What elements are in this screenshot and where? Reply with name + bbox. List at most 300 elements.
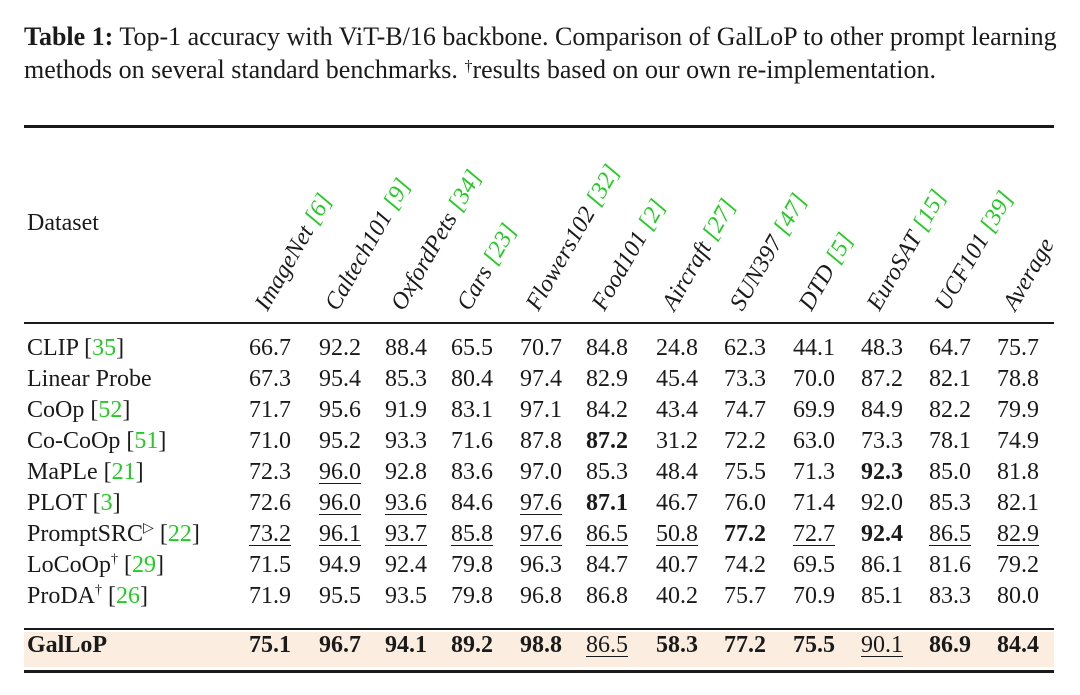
value-text: 73.3: [724, 366, 766, 392]
row-method-label: LoCoOp† [29]: [27, 552, 164, 578]
value-text: 75.7: [997, 335, 1039, 361]
value-text: 97.4: [520, 366, 562, 392]
value-text: 79.8: [451, 552, 493, 578]
value-text: 64.7: [929, 335, 971, 361]
value-cell: [307, 583, 373, 610]
table-row: [0, 552, 1080, 582]
row-method-label: PromptSRC▷ [22]: [27, 521, 200, 547]
column-name: Caltech101: [320, 206, 398, 315]
value-cell: [985, 397, 1051, 424]
method-name: PromptSRC: [27, 521, 144, 547]
method-ref-link[interactable]: 22: [167, 521, 192, 547]
value-cell: [712, 366, 778, 393]
value-text: 72.2: [724, 428, 766, 454]
value-text: 71.9: [249, 583, 291, 609]
column-ref[interactable]: [32]: [581, 160, 626, 211]
value-cell: [439, 632, 505, 659]
column-header-cars: [452, 219, 523, 315]
value-text: 82.1: [997, 490, 1039, 516]
value-cell: [237, 428, 303, 455]
value-cell: [373, 428, 439, 455]
value-text: 85.3: [586, 459, 628, 485]
value-text: 78.8: [997, 366, 1039, 392]
value-cell: [307, 521, 373, 548]
method-ref-link[interactable]: 51: [134, 428, 159, 454]
method-name: CoOp: [27, 397, 85, 423]
value-text: 72.7: [793, 521, 835, 547]
value-cell: [917, 583, 983, 610]
value-text: 88.4: [385, 335, 427, 361]
value-cell: [237, 632, 303, 659]
value-cell: [849, 459, 915, 486]
value-cell: [985, 552, 1051, 579]
value-text: 85.0: [929, 459, 971, 485]
value-text: 43.4: [656, 397, 698, 423]
value-cell: [712, 490, 778, 517]
value-text: 69.5: [793, 552, 835, 578]
column-name: Aircraft: [657, 236, 718, 315]
value-text: 93.7: [385, 521, 427, 547]
value-cell: [307, 632, 373, 659]
value-text: 93.3: [385, 428, 427, 454]
value-text: 95.4: [319, 366, 361, 392]
method-ref-link[interactable]: 3: [100, 490, 113, 516]
value-cell: [439, 397, 505, 424]
value-text: 85.1: [861, 583, 903, 609]
value-text: 45.4: [656, 366, 698, 392]
value-text: 74.7: [724, 397, 766, 423]
column-ref[interactable]: [23]: [478, 219, 523, 270]
value-text: 71.7: [249, 397, 291, 423]
table-row-gallop: [0, 632, 1080, 662]
column-ref[interactable]: [27]: [697, 194, 742, 245]
table-row: [0, 397, 1080, 427]
method-superscript: ▷: [143, 521, 154, 536]
value-text: 24.8: [656, 335, 698, 361]
value-cell: [439, 583, 505, 610]
value-text: 65.5: [451, 335, 493, 361]
value-cell: [508, 366, 574, 393]
value-cell: [307, 366, 373, 393]
value-cell: [373, 397, 439, 424]
value-text: 72.3: [249, 459, 291, 485]
value-cell: [917, 632, 983, 659]
value-cell: [781, 459, 847, 486]
value-cell: [574, 428, 640, 455]
value-text: 84.9: [861, 397, 903, 423]
value-text: 94.9: [319, 552, 361, 578]
value-cell: [917, 335, 983, 362]
value-cell: [644, 490, 710, 517]
column-ref[interactable]: [2]: [633, 195, 672, 235]
value-text: 95.6: [319, 397, 361, 423]
value-text: 66.7: [249, 335, 291, 361]
value-cell: [237, 552, 303, 579]
value-cell: [644, 552, 710, 579]
value-cell: [508, 428, 574, 455]
value-text: 86.5: [929, 521, 971, 547]
value-cell: [373, 552, 439, 579]
value-text: 97.6: [520, 490, 562, 516]
value-text: 85.8: [451, 521, 493, 547]
value-text: 87.2: [586, 428, 628, 454]
caption-text: Top-1 accuracy with ViT-B/16 backbone. Comparison of GalLoP to other prompt learning methods on several standard benchmarks.: [24, 22, 1057, 84]
value-text: 82.1: [929, 366, 971, 392]
value-text: 77.2: [724, 521, 766, 547]
value-cell: [781, 490, 847, 517]
value-text: 96.3: [520, 552, 562, 578]
row-method-label: CoOp [52]: [27, 397, 131, 423]
value-text: 87.2: [861, 366, 903, 392]
bottom-rule: [24, 670, 1054, 673]
value-text: 82.9: [997, 521, 1039, 547]
value-text: 40.7: [656, 552, 698, 578]
value-cell: [574, 459, 640, 486]
value-cell: [307, 459, 373, 486]
column-name: EuroSAT: [862, 227, 928, 315]
value-text: 96.0: [319, 490, 361, 516]
value-text: 73.2: [249, 521, 291, 547]
method-superscript: †: [95, 583, 103, 598]
table-row: [0, 428, 1080, 458]
value-cell: [574, 521, 640, 548]
value-cell: [439, 552, 505, 579]
value-text: 67.3: [249, 366, 291, 392]
value-cell: [574, 583, 640, 610]
value-cell: [508, 335, 574, 362]
value-text: 84.7: [586, 552, 628, 578]
value-text: 84.8: [586, 335, 628, 361]
value-text: 95.5: [319, 583, 361, 609]
method-name: Co-CoOp: [27, 428, 121, 454]
value-text: 98.8: [520, 632, 562, 658]
value-text: 83.3: [929, 583, 971, 609]
value-text: 50.8: [656, 521, 698, 547]
value-text: 48.3: [861, 335, 903, 361]
value-cell: [439, 335, 505, 362]
value-text: 70.0: [793, 366, 835, 392]
table-caption: [24, 20, 1060, 86]
column-name: Average: [998, 233, 1060, 315]
value-text: 97.6: [520, 521, 562, 547]
row-method-label: MaPLe [21]: [27, 459, 144, 485]
value-cell: [508, 397, 574, 424]
value-cell: [712, 335, 778, 362]
value-text: 75.1: [249, 632, 291, 658]
row-method-label: [27, 632, 107, 659]
method-name: GalLoP: [27, 632, 108, 658]
value-cell: [508, 552, 574, 579]
caption-prefix: Table 1:: [24, 22, 114, 51]
value-cell: [439, 428, 505, 455]
method-ref-link[interactable]: 21: [111, 459, 136, 485]
value-text: 96.0: [319, 459, 361, 485]
value-cell: [917, 366, 983, 393]
value-cell: [985, 521, 1051, 548]
value-cell: [985, 335, 1051, 362]
value-text: 71.6: [451, 428, 493, 454]
value-text: 72.6: [249, 490, 291, 516]
value-cell: [373, 632, 439, 659]
value-text: 94.1: [385, 632, 427, 658]
method-name: CLIP: [27, 335, 79, 361]
value-cell: [508, 632, 574, 659]
value-cell: [237, 583, 303, 610]
value-cell: [712, 632, 778, 659]
column-name: ImageNet: [250, 221, 320, 315]
value-text: 92.4: [861, 521, 903, 547]
value-text: 97.0: [520, 459, 562, 485]
value-text: 80.0: [997, 583, 1039, 609]
value-text: 70.7: [520, 335, 562, 361]
value-cell: [644, 397, 710, 424]
column-name: Food101: [587, 226, 653, 315]
method-ref-link[interactable]: 52: [98, 397, 123, 423]
value-text: 85.3: [929, 490, 971, 516]
row-method-label: PLOT [3]: [27, 490, 121, 516]
value-text: 70.9: [793, 583, 835, 609]
value-cell: [237, 459, 303, 486]
value-cell: [574, 335, 640, 362]
value-cell: [373, 335, 439, 362]
column-name: Flowers102: [521, 202, 601, 315]
value-cell: [307, 397, 373, 424]
value-cell: [307, 428, 373, 455]
value-cell: [237, 521, 303, 548]
value-text: 84.6: [451, 490, 493, 516]
top-rule: [24, 125, 1054, 128]
value-cell: [508, 459, 574, 486]
value-cell: [781, 397, 847, 424]
method-name: PLOT: [27, 490, 87, 516]
value-text: 96.7: [319, 632, 361, 658]
column-name: Cars: [452, 261, 498, 315]
column-ref[interactable]: [47]: [768, 189, 813, 240]
value-cell: [917, 428, 983, 455]
value-cell: [781, 583, 847, 610]
value-text: 93.6: [385, 490, 427, 516]
value-text: 62.3: [724, 335, 766, 361]
column-ref[interactable]: [9]: [378, 174, 417, 214]
value-text: 74.2: [724, 552, 766, 578]
column-name: SUN397: [725, 231, 789, 315]
caption-dagger: †: [464, 58, 473, 75]
column-ref[interactable]: [5]: [821, 228, 859, 269]
value-cell: [849, 632, 915, 659]
row-method-label: ProDA† [26]: [27, 583, 149, 609]
table-row: [0, 521, 1080, 551]
value-text: 69.9: [793, 397, 835, 423]
column-ref[interactable]: [15]: [907, 185, 952, 236]
value-text: 71.0: [249, 428, 291, 454]
method-name: Linear Probe: [27, 366, 152, 392]
value-text: 86.5: [586, 632, 628, 658]
value-cell: [439, 459, 505, 486]
column-header-average: [998, 234, 1061, 316]
value-text: 96.8: [520, 583, 562, 609]
value-cell: [439, 366, 505, 393]
value-cell: [781, 366, 847, 393]
method-name: LoCoOp: [27, 552, 111, 578]
value-text: 81.8: [997, 459, 1039, 485]
value-text: 81.6: [929, 552, 971, 578]
value-text: 44.1: [793, 335, 835, 361]
caption-note: results based on our own re-implementation.: [472, 55, 936, 84]
value-text: 77.2: [724, 632, 766, 658]
value-cell: [712, 583, 778, 610]
value-text: 48.4: [656, 459, 698, 485]
value-cell: [574, 397, 640, 424]
value-cell: [985, 490, 1051, 517]
value-cell: [712, 428, 778, 455]
value-cell: [307, 552, 373, 579]
value-text: 86.1: [861, 552, 903, 578]
value-text: 79.8: [451, 583, 493, 609]
value-cell: [644, 335, 710, 362]
value-text: 97.1: [520, 397, 562, 423]
table-row: [0, 366, 1080, 396]
value-cell: [237, 397, 303, 424]
value-cell: [307, 490, 373, 517]
value-cell: [781, 335, 847, 362]
column-ref[interactable]: [6]: [299, 189, 338, 229]
value-cell: [307, 335, 373, 362]
value-text: 92.2: [319, 335, 361, 361]
value-cell: [849, 335, 915, 362]
value-text: 95.2: [319, 428, 361, 454]
value-text: 92.3: [861, 459, 903, 485]
method-name: MaPLe: [27, 459, 98, 485]
value-text: 85.3: [385, 366, 427, 392]
row-method-label: Co-CoOp [51]: [27, 428, 167, 454]
value-text: 84.2: [586, 397, 628, 423]
value-text: 96.1: [319, 521, 361, 547]
value-text: 87.8: [520, 428, 562, 454]
value-cell: [574, 490, 640, 517]
dataset-header: Dataset: [27, 210, 99, 236]
row-method-label: [27, 366, 152, 393]
value-text: 40.2: [656, 583, 698, 609]
value-cell: [985, 366, 1051, 393]
value-text: 80.4: [451, 366, 493, 392]
value-text: 91.9: [385, 397, 427, 423]
value-text: 82.9: [586, 366, 628, 392]
value-cell: [574, 552, 640, 579]
value-cell: [712, 397, 778, 424]
value-text: 86.9: [929, 632, 971, 658]
value-cell: [849, 428, 915, 455]
value-text: 71.4: [793, 490, 835, 516]
value-text: 74.9: [997, 428, 1039, 454]
value-cell: [237, 335, 303, 362]
value-cell: [985, 632, 1051, 659]
value-cell: [712, 552, 778, 579]
value-cell: [917, 521, 983, 548]
value-cell: [644, 521, 710, 548]
method-name: ProDA: [27, 583, 96, 609]
value-cell: [985, 583, 1051, 610]
column-name: DTD: [794, 260, 841, 315]
value-cell: [439, 490, 505, 517]
value-cell: [237, 490, 303, 517]
value-cell: [237, 366, 303, 393]
value-cell: [508, 521, 574, 548]
value-text: 79.9: [997, 397, 1039, 423]
value-text: 31.2: [656, 428, 698, 454]
value-cell: [574, 366, 640, 393]
value-cell: [849, 552, 915, 579]
value-cell: [574, 632, 640, 659]
value-text: 73.3: [861, 428, 903, 454]
header-rule: [24, 322, 1054, 324]
value-cell: [644, 428, 710, 455]
row-method-label: CLIP [35]: [27, 335, 125, 361]
value-cell: [373, 459, 439, 486]
value-text: 75.5: [724, 459, 766, 485]
value-cell: [917, 552, 983, 579]
value-cell: [985, 428, 1051, 455]
value-text: 92.8: [385, 459, 427, 485]
method-superscript: †: [111, 552, 118, 567]
value-cell: [644, 366, 710, 393]
value-cell: [781, 552, 847, 579]
value-cell: [439, 521, 505, 548]
value-text: 78.1: [929, 428, 971, 454]
value-cell: [644, 583, 710, 610]
value-text: 87.1: [586, 490, 628, 516]
table-row: [0, 583, 1080, 613]
method-ref-link[interactable]: 29: [132, 552, 156, 578]
value-cell: [985, 459, 1051, 486]
value-text: 90.1: [861, 632, 903, 658]
value-text: 63.0: [793, 428, 835, 454]
value-text: 79.2: [997, 552, 1039, 578]
value-cell: [781, 521, 847, 548]
value-cell: [849, 366, 915, 393]
value-cell: [508, 583, 574, 610]
value-cell: [644, 459, 710, 486]
value-cell: [917, 459, 983, 486]
value-cell: [917, 490, 983, 517]
table-row: [0, 459, 1080, 489]
value-text: 84.4: [997, 632, 1039, 658]
column-name: OxfordPets: [386, 208, 463, 315]
value-text: 58.3: [656, 632, 698, 658]
method-ref-link[interactable]: 35: [92, 335, 117, 361]
column-ref[interactable]: [34]: [443, 165, 488, 216]
value-text: 86.8: [586, 583, 628, 609]
method-ref-link[interactable]: 26: [116, 583, 141, 609]
column-header-dtd: [794, 229, 860, 316]
value-cell: [849, 490, 915, 517]
value-cell: [781, 632, 847, 659]
column-ref[interactable]: [39]: [975, 187, 1019, 238]
value-cell: [849, 397, 915, 424]
value-cell: [917, 397, 983, 424]
value-cell: [373, 583, 439, 610]
value-text: 83.6: [451, 459, 493, 485]
value-cell: [712, 521, 778, 548]
value-text: 92.4: [385, 552, 427, 578]
value-text: 75.7: [724, 583, 766, 609]
value-text: 71.5: [249, 552, 291, 578]
value-cell: [712, 459, 778, 486]
value-text: 76.0: [724, 490, 766, 516]
value-text: 92.0: [861, 490, 903, 516]
table-row: [0, 335, 1080, 365]
value-cell: [508, 490, 574, 517]
value-cell: [849, 583, 915, 610]
